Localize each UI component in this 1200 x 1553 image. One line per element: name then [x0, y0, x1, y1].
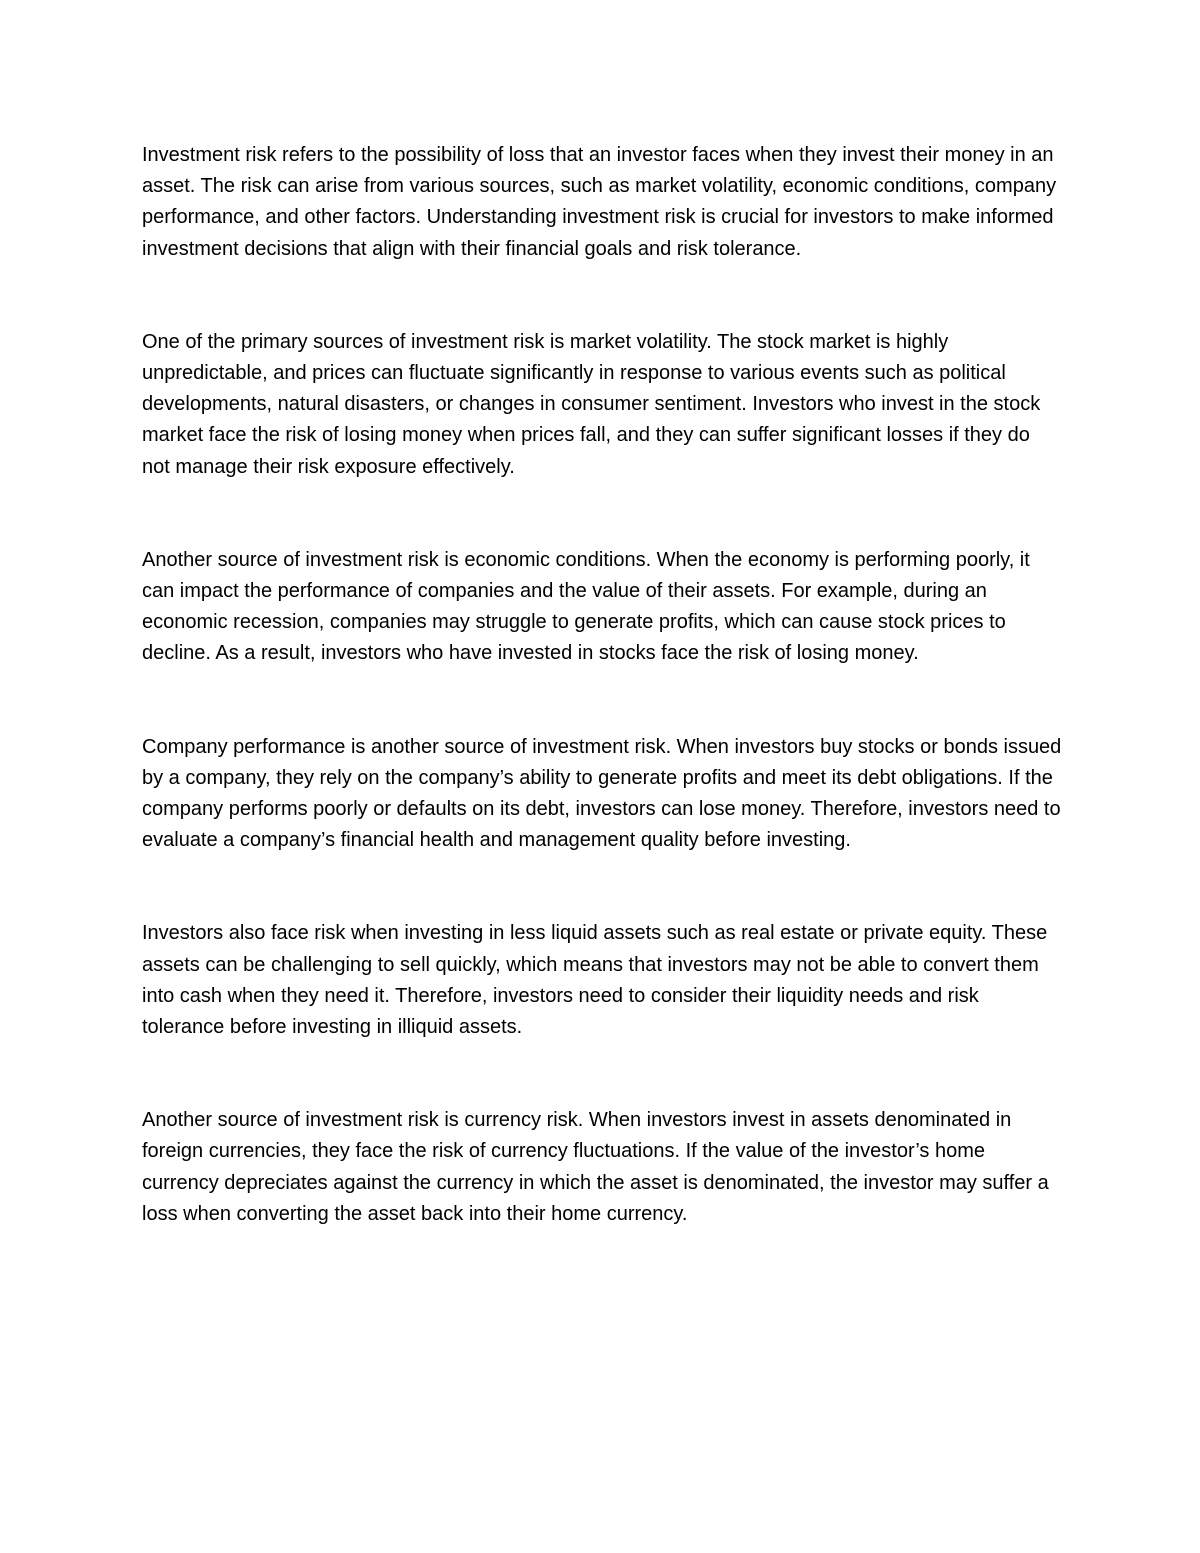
paragraph-market-volatility: One of the primary sources of investment risk is market volatility. The stock market is highly unpredictable, and prices can fluctuate significantly in response to various events such as political developments, natural disasters, or changes in consumer sentiment. Investors who invest in the stock market face the risk of losing money when prices fall, and they can suffer significant losses if they do not manage their risk exposure effectively.	[142, 330, 1041, 478]
paragraph-intro: Investment risk refers to the possibility of loss that an investor faces when they invest their money in an asset. The risk can arise from various sources, such as market volatility, economic conditions, company performance, and other factors. Understanding investment risk is crucial for investors to make informed investment decisions that align with their financial goals and risk tolerance.	[142, 144, 1057, 260]
paragraph-currency-risk: Another source of investment risk is currency risk. When investors invest in assets denominated in foreign currencies, they face the risk of currency fluctuations. If the value of the investor’s home currency depreciates against the currency in which the asset is denominated, the investor may suffer a loss when converting the asset back into their home currency.	[142, 1109, 1049, 1225]
document-body	[142, 140, 1062, 1230]
paragraph-liquidity-risk: Investors also face risk when investing in less liquid assets such as real estate or private equity. These assets can be challenging to sell quickly, which means that investors may not be able to convert them into cash when they need it. Therefore, investors need to consider their liquidity needs and risk tolerance before investing in illiquid assets.	[142, 922, 1048, 1039]
paragraph-company-performance: Company performance is another source of investment risk. When investors buy stocks or bonds issued by a company, they rely on the company’s ability to generate profits and meet its debt obligations. If the company performs poorly or defaults on its debt, investors can lose money. Therefore, investors need to evaluate a company’s financial health and management quality before investing.	[142, 735, 1062, 852]
paragraph-economic-conditions: Another source of investment risk is economic conditions. When the economy is performing poorly, it can impact the performance of companies and the value of their assets. For example, during an economic recession, companies may struggle to generate profits, which can cause stock prices to decline. As a result, investors who have invested in stocks face the risk of losing money.	[142, 548, 1030, 665]
